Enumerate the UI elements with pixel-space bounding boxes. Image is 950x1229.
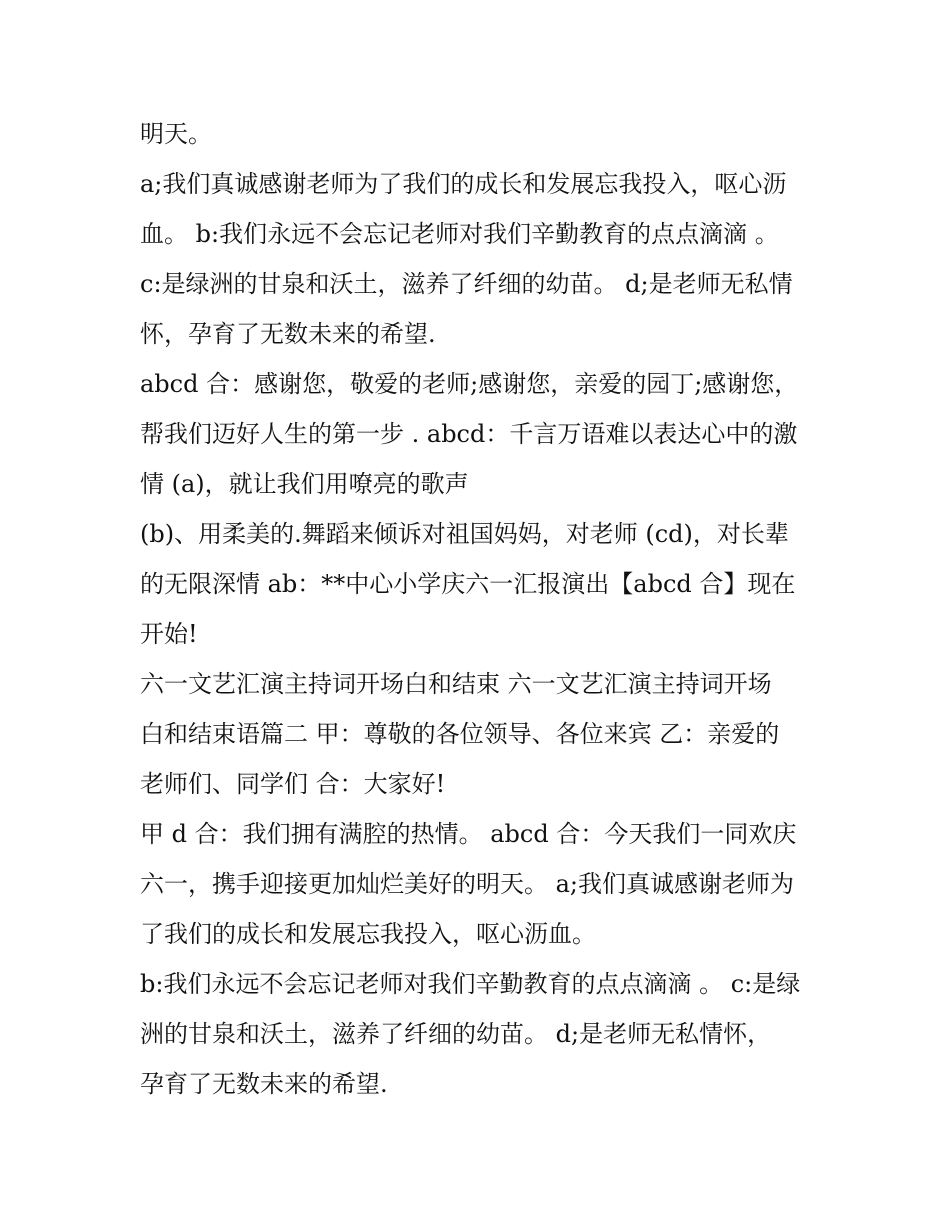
text-line: 甲 d 合：我们拥有满腔的热情。 abcd 合：今天我们一同欢庆 [140,820,797,848]
text-line: 帮我们迈好人生的第一步 . abcd：千言万语难以表达心中的激 [140,420,798,448]
paragraph [140,509,820,659]
text-line: 情 (a)，就让我们用嘹亮的歌声 [140,470,469,498]
text-line: b:我们永远不会忘记老师对我们辛勤教育的点点滴滴 。 c:是绿 [140,970,801,998]
paragraph [140,809,820,959]
text-line: 的无限深情 ab：**中心小学庆六一汇报演出【abcd 合】现在 [140,570,796,598]
text-line: 六一文艺汇演主持词开场白和结束 六一文艺汇演主持词开场 [140,670,772,698]
paragraph [140,959,820,1109]
text-line: 怀，孕育了无数未来的希望. [140,320,436,348]
text-line: (b)、用柔美的.舞蹈来倾诉对祖国妈妈，对老师 (cd)，对长辈 [140,520,789,548]
text-line: 孕育了无数未来的希望. [140,1070,388,1098]
text-line: c:是绿洲的甘泉和沃土，滋养了纤细的幼苗。 d;是老师无私情 [140,270,793,298]
text-line: 老师们、同学们 合：大家好! [140,770,446,798]
text-line: 开始! [140,620,198,648]
paragraph [140,109,820,159]
text-line: 洲的甘泉和沃土，滋养了纤细的幼苗。 d;是老师无私情怀， [140,1020,772,1048]
paragraph [140,359,820,509]
text-line: 了我们的成长和发展忘我投入，呕心沥血。 [140,920,596,948]
text-line: a;我们真诚感谢老师为了我们的成长和发展忘我投入，呕心沥 [140,170,787,198]
paragraph [140,259,820,359]
text-line: 明天。 [140,120,212,148]
paragraph [140,159,820,259]
document-body [140,109,820,1109]
text-line: abcd 合：感谢您，敬爱的老师;感谢您，亲爱的园丁;感谢您， [140,370,799,398]
text-line: 六一，携手迎接更加灿烂美好的明天。 a;我们真诚感谢老师为 [140,870,795,898]
text-line: 白和结束语篇二 甲：尊敬的各位领导、各位来宾 乙：亲爱的 [140,720,780,748]
text-line: 血。 b:我们永远不会忘记老师对我们辛勤教育的点点滴滴 。 [140,220,779,248]
paragraph [140,659,820,809]
